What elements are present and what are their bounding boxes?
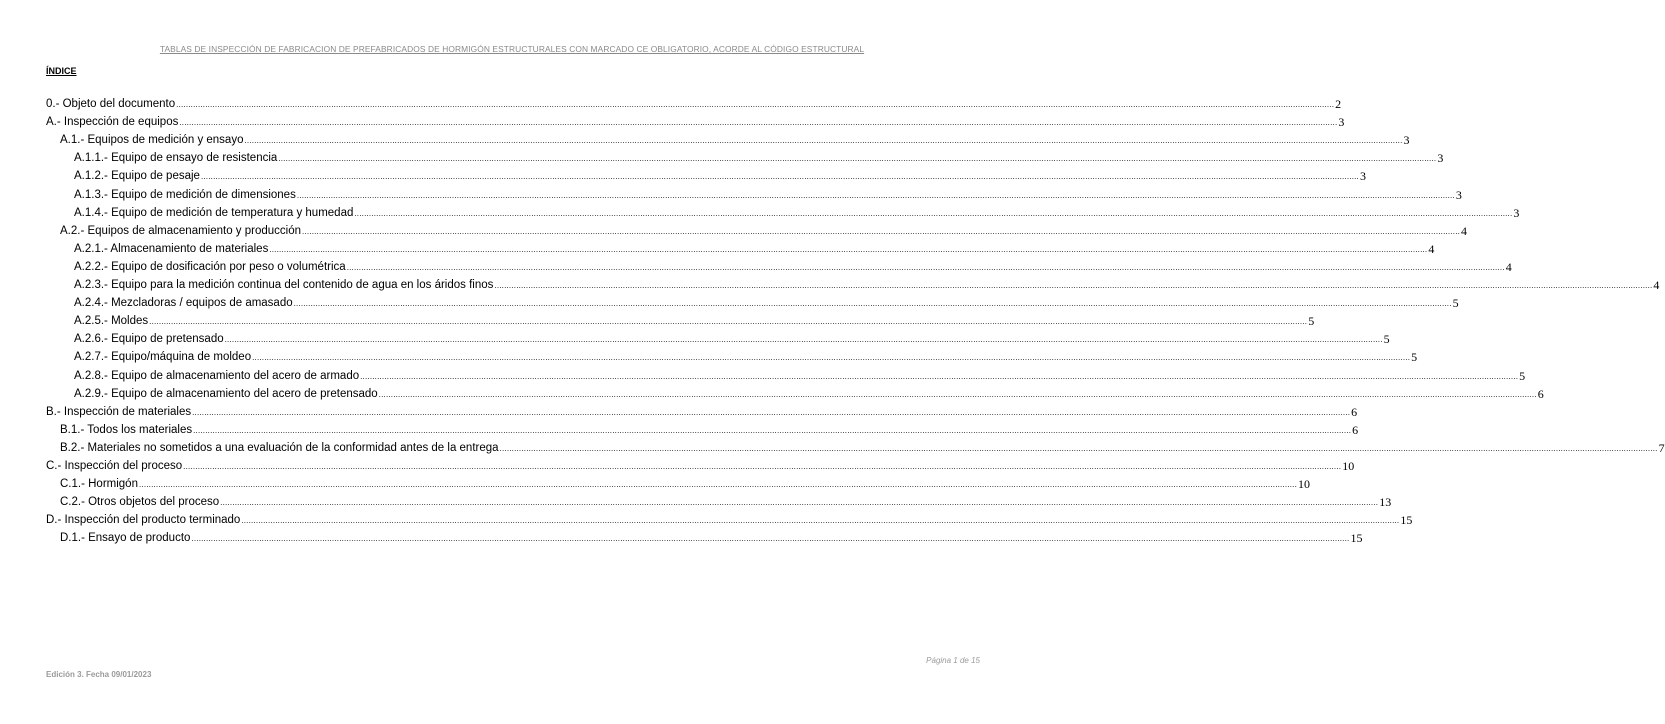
toc-leader-dots: .............................................................................................................................................................................................................................................................................................................................................................................................................................................................................................. — [149, 317, 1308, 327]
toc-entry-page: 3 — [1513, 205, 1520, 220]
toc-leader-dots: .............................................................................................................................................................................................................................................................................................................................................................................................................................................................................................. — [252, 353, 1411, 363]
toc-leader-dots: .............................................................................................................................................................................................................................................................................................................................................................................................................................................................................................. — [191, 534, 1350, 544]
toc-entry-page: 4 — [1428, 241, 1435, 256]
toc-entry[interactable] — [74, 311, 1315, 329]
toc-entry[interactable] — [74, 203, 1520, 220]
toc-entry-page: 3 — [1338, 115, 1345, 130]
toc-entry-label: A.2.- Equipos de almacenamiento y producción — [60, 224, 302, 237]
toc-entry[interactable] — [60, 528, 1363, 546]
index-heading: ÍNDICE — [46, 66, 77, 76]
toc-entry-label: B.1.- Todos los materiales — [60, 423, 193, 436]
toc-entry[interactable] — [74, 166, 1366, 184]
toc-entry-page: 3 — [1437, 151, 1444, 166]
document-header-title: TABLAS DE INSPECCIÓN DE FABRICACION DE PREFABRICADOS DE HORMIGÓN ESTRUCTURALES CON MARCADO CE OBLIGATORIO, ACORDE AL CÓDIGO ESTRUCTURAL — [159, 44, 865, 54]
toc-entry-label: A.1.3.- Equipo de medición de dimensiones — [74, 188, 296, 201]
toc-entry-label: A.1.1.- Equipo de ensayo de resistencia — [74, 152, 278, 165]
toc-entry-page: 13 — [1379, 495, 1392, 510]
toc-entry-label: A.1.2.- Equipo de pesaje — [74, 170, 200, 183]
toc-entry-page: 5 — [1411, 350, 1418, 365]
toc-entry-label: D.1.- Ensayo de producto — [60, 532, 191, 545]
toc-entry-page: 6 — [1351, 404, 1358, 419]
toc-entry[interactable] — [46, 510, 1413, 528]
toc-entry-label: A.2.3.- Equipo para la medición continua del contenido de agua en los áridos finos — [74, 279, 494, 291]
toc-leader-dots: .............................................................................................................................................................................................................................................................................................................................................................................................................................................................................................. — [494, 281, 1653, 290]
page-number: Página 1 de 15 — [926, 656, 980, 665]
toc-entry[interactable] — [60, 474, 1310, 492]
toc-entry[interactable] — [74, 347, 1418, 365]
toc-entry-label: A.2.5.- Moldes — [74, 315, 149, 328]
toc-entry-page: 5 — [1308, 314, 1315, 329]
toc-entry-page: 2 — [1335, 97, 1342, 111]
toc-entry-page: 3 — [1359, 169, 1366, 184]
toc-entry-page: 3 — [1403, 133, 1410, 148]
toc-entry[interactable] — [60, 420, 1359, 437]
toc-entry[interactable] — [60, 438, 1665, 455]
toc-leader-dots: .............................................................................................................................................................................................................................................................................................................................................................................................................................................................................................. — [360, 371, 1519, 381]
toc-entry[interactable] — [74, 366, 1526, 383]
toc-leader-dots: .............................................................................................................................................................................................................................................................................................................................................................................................................................................................................................. — [278, 154, 1437, 164]
toc-entry[interactable] — [46, 112, 1345, 130]
toc-leader-dots: .............................................................................................................................................................................................................................................................................................................................................................................................................................................................................................. — [244, 136, 1403, 146]
toc-leader-dots: .............................................................................................................................................................................................................................................................................................................................................................................................................................................................................................. — [499, 443, 1658, 453]
toc-leader-dots: .............................................................................................................................................................................................................................................................................................................................................................................................................................................................................................. — [269, 244, 1428, 254]
toc-entry-page: 5 — [1452, 296, 1459, 311]
toc-entry[interactable] — [60, 221, 1468, 238]
toc-entry[interactable] — [46, 402, 1358, 419]
toc-entry-page: 4 — [1653, 278, 1660, 292]
toc-entry-label: A.2.1.- Almacenamiento de materiales — [74, 242, 269, 255]
toc-entry[interactable] — [74, 257, 1512, 274]
toc-entry[interactable] — [74, 148, 1444, 166]
toc-entry-label: A.2.2.- Equipo de dosificación por peso o volumétrica — [74, 260, 346, 273]
toc-entry-label: C.2.- Otros objetos del proceso — [60, 496, 220, 509]
toc-entry-page: 6 — [1352, 422, 1359, 437]
toc-leader-dots: .............................................................................................................................................................................................................................................................................................................................................................................................................................................................................................. — [354, 208, 1513, 218]
toc-entry[interactable] — [60, 130, 1410, 148]
toc-entry[interactable] — [74, 384, 1544, 401]
toc-entry[interactable] — [74, 239, 1435, 256]
toc-entry-page: 5 — [1519, 368, 1526, 383]
toc-entry-label: C.1.- Hormigón — [60, 478, 138, 491]
toc-entry-label: D.- Inspección del producto terminado — [46, 514, 241, 527]
toc-entry[interactable] — [60, 492, 1392, 510]
toc-leader-dots: .............................................................................................................................................................................................................................................................................................................................................................................................................................................................................................. — [378, 389, 1537, 399]
toc-entry-label: A.1.4.- Equipo de medición de temperatura y humedad — [74, 206, 354, 219]
toc-leader-dots: .............................................................................................................................................................................................................................................................................................................................................................................................................................................................................................. — [224, 335, 1383, 345]
toc-leader-dots: .............................................................................................................................................................................................................................................................................................................................................................................................................................................................................................. — [138, 480, 1297, 490]
toc-entry-label: B.2.- Materiales no sometidos a una evaluación de la conformidad antes de la entrega — [60, 441, 499, 454]
toc-entry-label: A.2.4.- Mezcladoras / equipos de amasado — [74, 297, 293, 310]
toc-entry-page: 6 — [1537, 386, 1544, 401]
toc-entry[interactable] — [74, 293, 1459, 311]
toc-entry-page: 4 — [1461, 223, 1468, 238]
toc-leader-dots: .............................................................................................................................................................................................................................................................................................................................................................................................................................................................................................. — [176, 100, 1335, 109]
toc-entry-label: A.1.- Equipos de medición y ensayo — [60, 134, 244, 147]
toc-entry[interactable] — [74, 275, 1660, 292]
toc-entry-label: A.- Inspección de equipos — [46, 116, 179, 129]
toc-leader-dots: .............................................................................................................................................................................................................................................................................................................................................................................................................................................................................................. — [200, 172, 1359, 182]
toc-leader-dots: .............................................................................................................................................................................................................................................................................................................................................................................................................................................................................................. — [296, 190, 1455, 200]
toc-entry-page: 3 — [1455, 187, 1462, 202]
toc-leader-dots: .............................................................................................................................................................................................................................................................................................................................................................................................................................................................................................. — [183, 462, 1342, 471]
toc-entry[interactable] — [74, 329, 1390, 347]
toc-entry[interactable] — [46, 456, 1355, 473]
toc-entry-label: A.2.8.- Equipo de almacenamiento del acero de armado — [74, 369, 360, 382]
toc-entry-page: 5 — [1383, 332, 1390, 347]
toc-leader-dots: .............................................................................................................................................................................................................................................................................................................................................................................................................................................................................................. — [193, 425, 1352, 435]
toc-entry-page: 10 — [1298, 477, 1310, 492]
toc-entry[interactable] — [46, 94, 1342, 111]
toc-entry-label: A.2.6.- Equipo de pretensado — [74, 333, 224, 346]
toc-entry[interactable] — [74, 185, 1462, 202]
toc-entry-label: 0.- Objeto del documento — [46, 98, 176, 110]
toc-leader-dots: .............................................................................................................................................................................................................................................................................................................................................................................................................................................................................................. — [293, 299, 1452, 309]
toc-leader-dots: .............................................................................................................................................................................................................................................................................................................................................................................................................................................................................................. — [302, 226, 1461, 236]
toc-leader-dots: .............................................................................................................................................................................................................................................................................................................................................................................................................................................................................................. — [179, 118, 1338, 128]
toc-leader-dots: .............................................................................................................................................................................................................................................................................................................................................................................................................................................................................................. — [192, 407, 1351, 417]
toc-entry-page: 4 — [1505, 259, 1512, 274]
toc-entry-label: A.2.7.- Equipo/máquina de moldeo — [74, 351, 252, 364]
toc-entry-page: 7 — [1658, 440, 1665, 455]
toc-leader-dots: .............................................................................................................................................................................................................................................................................................................................................................................................................................................................................................. — [241, 516, 1400, 526]
toc-leader-dots: .............................................................................................................................................................................................................................................................................................................................................................................................................................................................................................. — [220, 498, 1379, 508]
toc-entry-label: C.- Inspección del proceso — [46, 460, 183, 472]
edition-date: Edición 3. Fecha 09/01/2023 — [46, 670, 152, 679]
toc-entry-page: 15 — [1400, 513, 1413, 528]
toc-entry-page: 10 — [1342, 459, 1355, 473]
toc-leader-dots: .............................................................................................................................................................................................................................................................................................................................................................................................................................................................................................. — [346, 262, 1505, 272]
toc-entry-page: 15 — [1350, 531, 1363, 546]
toc-entry-label: A.2.9.- Equipo de almacenamiento del acero de pretensado — [74, 387, 378, 400]
toc-entry-label: B.- Inspección de materiales — [46, 405, 192, 418]
